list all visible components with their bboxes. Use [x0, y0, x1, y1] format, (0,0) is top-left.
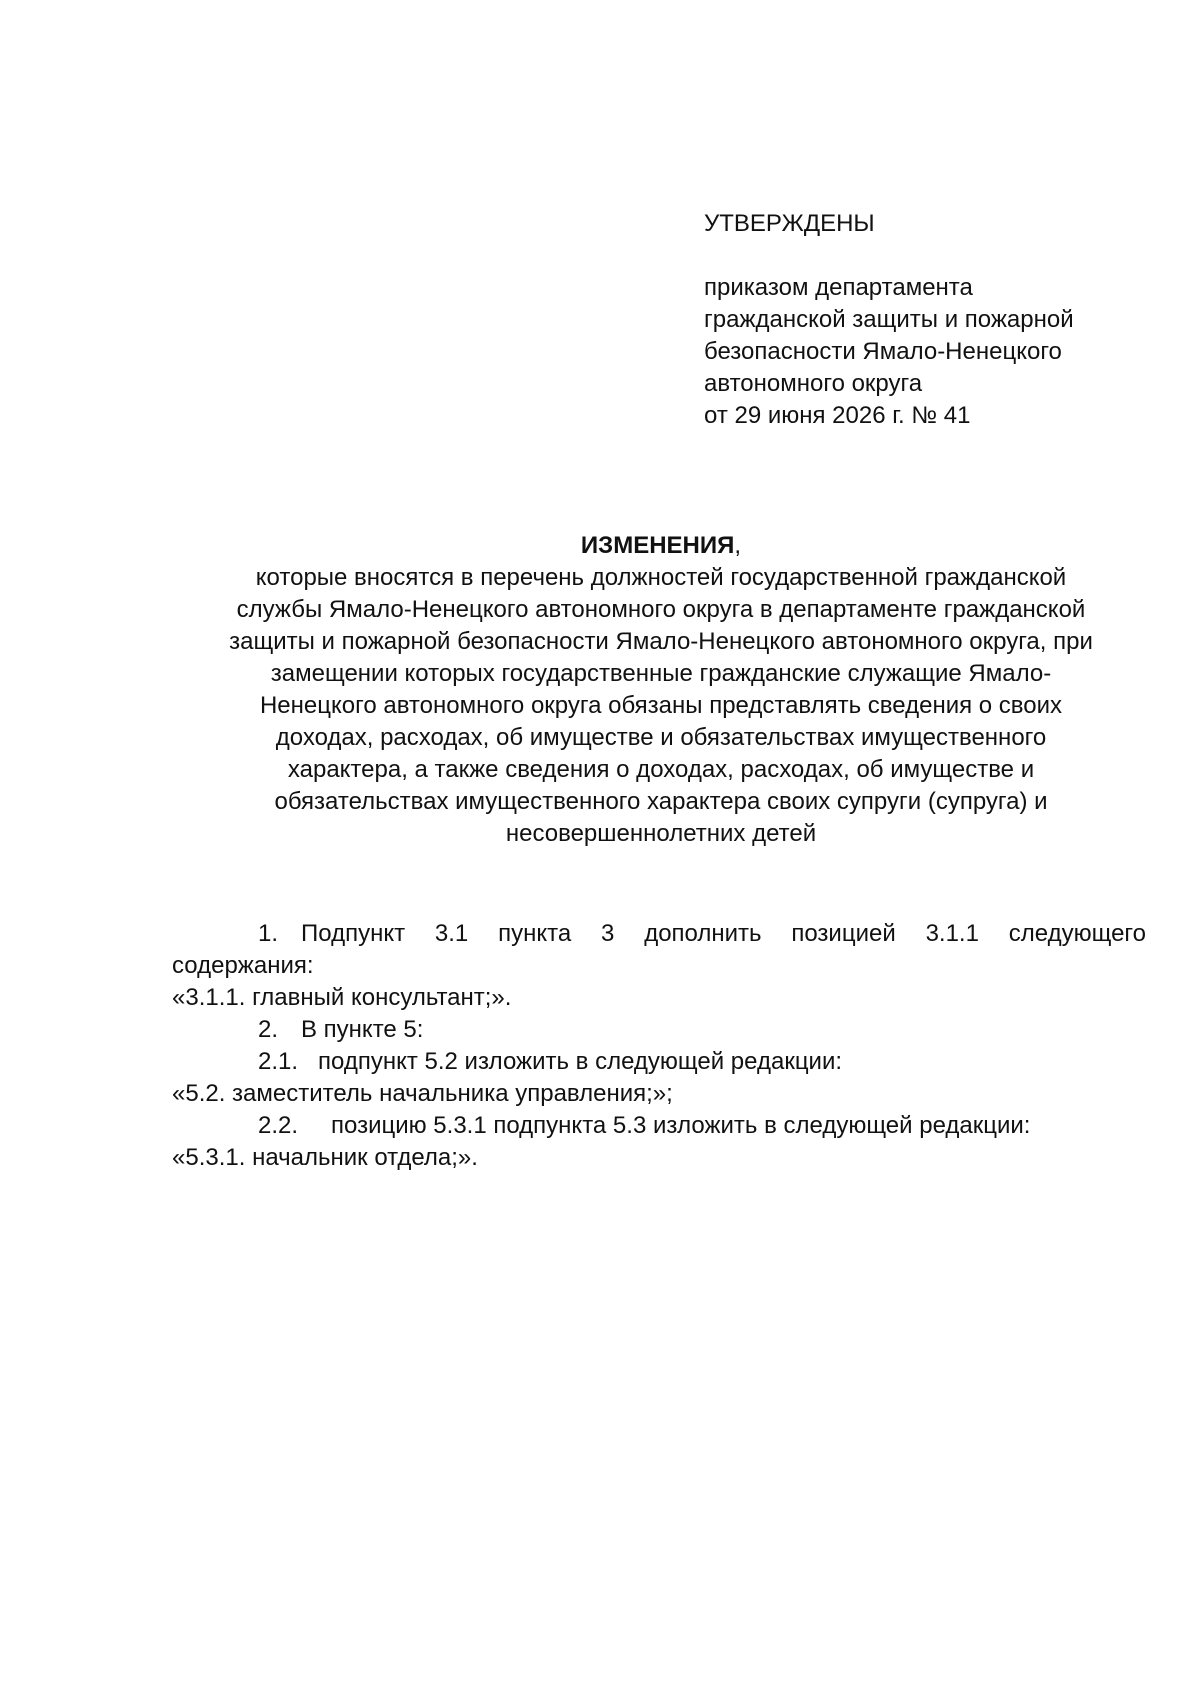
approval-title: УТВЕРЖДЕНЫ	[704, 210, 875, 237]
heading-line: характера, а также сведения о доходах, расходах, об имуществе и	[287, 756, 1035, 783]
heading-line: которые вносятся в перечень должностей государственной гражданской	[255, 564, 1067, 591]
item-number: 2.1.	[258, 1048, 299, 1075]
item-2-1	[172, 1046, 1146, 1078]
item-text: В пункте 5:	[301, 1016, 424, 1043]
heading-title: ИЗМЕНЕНИЯ	[580, 532, 735, 559]
heading-line: доходах, расходах, об имуществе и обязательствах имущественного	[275, 724, 1047, 751]
item-number: 1.	[258, 920, 279, 947]
item-number: 2.	[258, 1016, 279, 1043]
heading-title-line	[172, 530, 1150, 562]
item-quote: «5.3.1. начальник отдела;».	[172, 1144, 478, 1171]
approval-line: приказом департамента	[704, 274, 973, 301]
item-text-continuation: содержания:	[172, 952, 314, 979]
heading-line: Ненецкого автономного округа обязаны представлять сведения о своих	[259, 692, 1063, 719]
heading-title-suffix: ,	[734, 532, 742, 559]
item-text: Подпункт 3.1 пункта 3 дополнить позицией 3.1.1 следующего	[301, 920, 1146, 947]
approval-line: безопасности Ямало-Ненецкого	[704, 338, 1062, 365]
item-quote: «3.1.1. главный консультант;».	[172, 984, 512, 1011]
heading-line: замещении которых государственные гражданские служащие Ямало-	[270, 660, 1052, 687]
item-text: позицию 5.3.1 подпункта 5.3 изложить в следующей редакции:	[331, 1112, 1031, 1139]
approval-date-number: от 29 июня 2026 г. № 41	[704, 402, 971, 429]
heading-line: защиты и пожарной безопасности Ямало-Ненецкого автономного округа, при	[229, 628, 1093, 655]
heading-line: обязательствах имущественного характера своих супруги (супруга) и	[274, 788, 1048, 815]
approval-line: гражданской защиты и пожарной	[704, 306, 1074, 333]
item-text: подпункт 5.2 изложить в следующей редакции:	[318, 1048, 843, 1075]
document-body	[172, 918, 1146, 1174]
item-quote: «5.2. заместитель начальника управления;»;	[172, 1080, 673, 1107]
item-2-2	[172, 1110, 1146, 1142]
approval-line: автономного округа	[704, 370, 923, 397]
item-1	[172, 918, 1146, 950]
heading-line: службы Ямало-Ненецкого автономного округа в департаменте гражданской	[236, 596, 1086, 623]
item-number: 2.2.	[258, 1112, 299, 1139]
document-heading	[172, 530, 1150, 850]
approval-stamp	[704, 208, 1144, 432]
item-2	[172, 1014, 1146, 1046]
heading-line: несовершеннолетних детей	[505, 820, 817, 847]
